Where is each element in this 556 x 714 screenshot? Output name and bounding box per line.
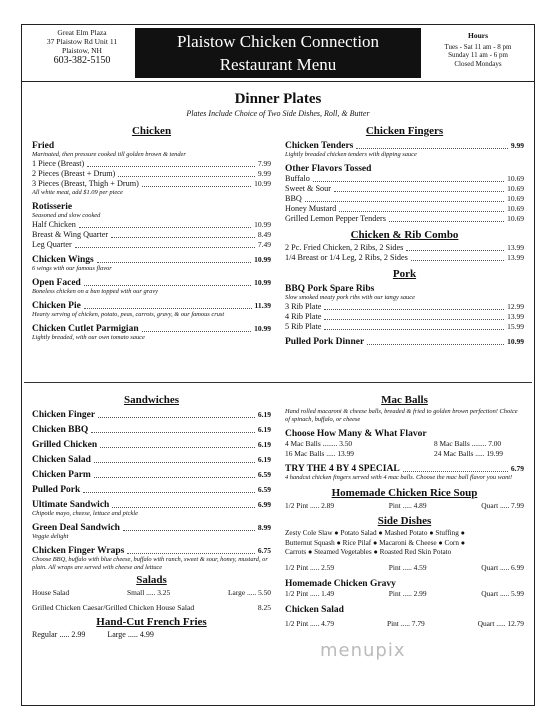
item-price: Quart ..... 5.99: [481, 588, 524, 598]
menu-item: [285, 449, 524, 459]
menu-item: [32, 240, 271, 250]
item-desc: Lightly breaded chicken tenders with dipping sauce: [285, 151, 417, 158]
title-line: Restaurant Menu: [219, 55, 337, 74]
sandwiches-section: [32, 393, 271, 640]
menu-item: [285, 184, 524, 194]
menu-item: [32, 455, 271, 465]
item-heading: Rotisserie: [32, 202, 73, 212]
item-name: 1/4 Breast or 1/4 Leg, 2 Ribs, 2 Sides: [285, 253, 408, 262]
item-name: Pulled Pork: [32, 485, 81, 495]
item-price: 24 Mac Balls ..... 19.99: [434, 449, 503, 458]
phone-number: 603-382-5150: [53, 55, 111, 66]
menu-item: [285, 174, 524, 184]
item-price: 6.75: [257, 546, 271, 555]
item-name: Sweet & Sour: [285, 184, 331, 193]
item-name: Chicken Pie: [32, 301, 81, 311]
item-price: 16 Mac Balls ..... 13.99: [285, 449, 354, 458]
item-name: BBQ: [285, 194, 302, 203]
item-name: Chicken Finger Wraps: [32, 546, 125, 556]
menu-item: [32, 440, 271, 450]
menu-item: [32, 603, 271, 613]
item-desc: Hearty serving of chicken, potato, peas, carrots, gravy, & our famous crust: [32, 311, 225, 318]
item-name: Grilled Chicken: [32, 440, 98, 450]
menu-item: [32, 500, 271, 510]
item-price: 10.99: [507, 337, 524, 346]
hours-line: Tues - Sat 11 am - 8 pm: [444, 42, 512, 51]
item-price: 8.25: [257, 603, 271, 612]
item-price: 8.49: [257, 230, 271, 239]
menu-item: [285, 337, 524, 347]
section-heading: Chicken: [131, 125, 172, 137]
item-name: 2 Pieces (Breast + Drum): [32, 169, 116, 178]
item-name: Leg Quarter: [32, 240, 72, 249]
menu-item: [32, 523, 271, 533]
item-price: 6.19: [257, 425, 271, 434]
item-name: 1 Piece (Breast): [32, 159, 85, 168]
section-heading: Mac Balls: [381, 394, 428, 406]
item-price: 8 Mac Balls ........ 7.00: [434, 439, 502, 448]
menu-item: [32, 179, 271, 189]
item-price: 1/2 Pint ..... 2.89: [285, 501, 335, 510]
section-heading: Sandwiches: [123, 394, 180, 406]
item-price: 13.99: [507, 253, 524, 262]
item-price: 9.99: [510, 141, 524, 150]
menu-item: [32, 278, 271, 288]
menu-item: [32, 159, 271, 169]
section-heading: Hand-Cut French Fries: [96, 616, 207, 628]
hours-block: [423, 32, 533, 68]
item-price: Quart ..... 12.79: [477, 618, 524, 628]
item-desc: Chipotle mayo, cheese, lettuce and pickle: [32, 510, 138, 517]
item-price: 13.99: [507, 312, 524, 321]
item-price: Quart ..... 6.99: [481, 562, 524, 572]
item-price: 6.19: [257, 455, 271, 464]
item-price: 6.59: [257, 485, 271, 494]
address-line: 37 Plaistow Rd Unit 11: [46, 37, 118, 46]
item-price: 15.99: [507, 322, 524, 331]
menu-item: [285, 204, 524, 214]
menu-item: [285, 464, 524, 474]
item-price: Large ..... 5.50: [228, 588, 271, 597]
side-line: Butternut Squash ● Rice Pilaf ● Macaroni & Cheese ● Corn ●: [285, 538, 466, 547]
item-name: Chicken Wings: [32, 255, 94, 265]
item-name: Chicken BBQ: [32, 425, 89, 435]
menu-item: [32, 410, 271, 420]
menu-item: [285, 439, 524, 449]
item-price: 1/2 Pint ..... 1.49: [285, 588, 335, 598]
item-price: Pint ..... 7.79: [386, 618, 425, 628]
menu-item: [285, 322, 524, 332]
item-name: Chicken Cutlet Parmigian: [32, 324, 139, 334]
item-desc: Boneless chicken on a bun topped with our gravy: [32, 288, 159, 295]
item-name: 4 Rib Plate: [285, 312, 322, 321]
item-price: 10.99: [254, 179, 271, 188]
menu-item: [285, 589, 524, 599]
menu-item: [32, 470, 271, 480]
item-desc: Choose BBQ, buffalo with blue cheese, buffalo with ranch, sweet & sour, honey, mustard, or plain. All wraps are served with cheese and lettuce: [32, 556, 268, 571]
menu-item: [285, 563, 524, 573]
section-title: Dinner Plates: [234, 91, 322, 107]
item-name: Chicken Finger: [32, 410, 96, 420]
menu-item: [285, 194, 524, 204]
item-name: Grilled Lemon Pepper Tenders: [285, 214, 386, 223]
item-price: 10.69: [507, 184, 524, 193]
side-line: Carrots ● Steamed Vegetables ● Roasted Red Skin Potato: [285, 548, 452, 556]
item-name: Half Chicken: [32, 220, 76, 229]
item-desc: Marinated, then pressure cooked till golden brown & tender: [32, 151, 186, 158]
menu-header: [21, 24, 535, 82]
item-price: 10.99: [254, 324, 271, 333]
item-price: 1/2 Pint ..... 4.79: [285, 618, 335, 628]
section-heading: Chicken & Rib Combo: [350, 229, 459, 241]
section-subtitle: Plates Include Choice of Two Side Dishes, Roll, & Butter: [186, 109, 370, 118]
item-desc: 4 handcut chicken fingers served with 4 mac balls. Choose the mac ball flavor you want!: [285, 474, 513, 481]
item-heading: Homemade Chicken Gravy: [285, 578, 396, 589]
item-price: 6.59: [257, 470, 271, 479]
item-price: 13.99: [507, 243, 524, 252]
item-price: 10.69: [507, 174, 524, 183]
item-heading: Other Flavors Tossed: [285, 164, 372, 174]
restaurant-address: [23, 28, 141, 65]
menu-item: [32, 220, 271, 230]
mac-balls-section: [285, 393, 524, 629]
item-price: 11.39: [254, 301, 271, 310]
item-desc: Veggie delight: [32, 533, 69, 540]
item-name: TRY THE 4 BY 4 SPECIAL: [285, 464, 400, 474]
item-name: Chicken Tenders: [285, 141, 354, 151]
section-heading: Homemade Chicken Rice Soup: [331, 487, 478, 499]
hours-line: Closed Mondays: [454, 59, 502, 68]
item-name: House Salad: [32, 588, 70, 597]
item-desc: 6 wings with our famous flavor: [32, 265, 112, 272]
item-price: 6.19: [257, 410, 271, 419]
item-name: 5 Rib Plate: [285, 322, 322, 331]
side-list: [285, 529, 524, 558]
item-price: 7.49: [257, 240, 271, 249]
section-heading: Chicken Fingers: [365, 125, 444, 137]
menu-item: [285, 302, 524, 312]
item-name: Grilled Chicken Caesar/Grilled Chicken House Salad: [32, 603, 195, 612]
menu-item: [32, 169, 271, 179]
item-heading: BBQ Pork Spare Ribs: [285, 284, 375, 294]
restaurant-title: [135, 28, 421, 78]
item-name: Pulled Pork Dinner: [285, 337, 365, 347]
divider: [24, 382, 532, 383]
side-line: Zesty Cole Slaw ● Potato Salad ● Mashed Potato ● Stuffing ●: [285, 529, 465, 537]
section-heading: Salads: [136, 574, 167, 586]
item-name: 2 Pc. Fried Chicken, 2 Ribs, 2 Sides: [285, 243, 404, 252]
section-heading: Side Dishes: [377, 515, 432, 527]
menu-item: [285, 243, 524, 253]
item-name: Chicken Salad: [32, 455, 91, 465]
item-name: Ultimate Sandwich: [32, 500, 110, 510]
item-price: Regular ..... 2.99: [32, 630, 86, 639]
item-note: All white meat, add $1.09 per piece: [32, 189, 123, 196]
item-name: Breast & Wing Quarter: [32, 230, 109, 239]
item-name: Chicken Parm: [32, 470, 91, 480]
item-name: Buffalo: [285, 174, 310, 183]
item-price: 6.79: [510, 464, 524, 473]
item-heading: Fried: [32, 141, 55, 151]
item-desc: Lightly breaded, with our own tomato sauce: [32, 334, 145, 341]
item-price: 6.19: [257, 440, 271, 449]
item-price: Pint ..... 4.59: [388, 562, 427, 572]
menu-item: [32, 588, 271, 598]
item-price: 8.99: [257, 523, 271, 532]
menu-item: [32, 301, 271, 311]
item-price: 6.99: [257, 500, 271, 509]
menu-item: [285, 312, 524, 322]
menu-item: [285, 214, 524, 224]
menu-item: [285, 253, 524, 263]
menu-item: [32, 230, 271, 240]
item-price: 9.99: [257, 169, 271, 178]
item-price: Small ..... 3.25: [127, 588, 171, 597]
item-price: 10.69: [507, 194, 524, 203]
menu-item: [32, 485, 271, 495]
item-price: 10.99: [254, 278, 271, 287]
item-name: Open Faced: [32, 278, 81, 288]
item-heading: Choose How Many & What Flavor: [285, 429, 427, 439]
hours-title: Hours: [467, 31, 488, 40]
item-name: 3 Rib Plate: [285, 302, 322, 311]
hours-line: Sunday 11 am - 6 pm: [448, 51, 508, 59]
item-desc: Slow smoked meaty pork ribs with our tangy sauce: [285, 294, 415, 301]
item-name: Honey Mustard: [285, 204, 337, 213]
menu-item: [32, 425, 271, 435]
menu-item: [32, 546, 271, 556]
item-price: Pint ..... 4.89: [388, 501, 427, 510]
section-heading: Pork: [392, 268, 417, 280]
item-price: 10.99: [254, 220, 271, 229]
menu-item: [32, 255, 271, 265]
item-price: Quart ..... 7.99: [481, 501, 524, 510]
item-name: Green Deal Sandwich: [32, 523, 120, 533]
item-price: 10.69: [507, 214, 524, 223]
item-price: 7.99: [257, 159, 271, 168]
item-name: 3 Pieces (Breast, Thigh + Drum): [32, 179, 139, 188]
item-price: Pint ..... 2.99: [388, 588, 427, 598]
item-price: 10.99: [254, 255, 271, 264]
dinner-plates-header: [21, 91, 535, 118]
address-line: Plaistow, NH: [62, 46, 102, 55]
menu-item: [32, 324, 271, 334]
item-price: 10.69: [507, 204, 524, 213]
item-price: Large ..... 4.99: [107, 630, 154, 639]
item-desc: Hand rolled macaroni & cheese balls, breaded & fried to golden brown perfection! Choice of spinach, buffalo, or cheese: [285, 408, 518, 423]
watermark: menupix: [320, 640, 406, 661]
item-price: 12.99: [507, 302, 524, 311]
menu-item: [32, 630, 271, 640]
menu-item: [285, 141, 524, 151]
menu-item: [285, 619, 524, 629]
menu-item: [285, 501, 524, 511]
item-desc: Seasoned and slow cooked: [32, 212, 101, 219]
address-line: Great Elm Plaza: [57, 28, 107, 37]
fingers-section: [285, 124, 524, 347]
item-price: 1/2 Pint ..... 2.59: [285, 562, 335, 572]
chicken-section: [32, 124, 271, 342]
item-price: 4 Mac Balls ........ 3.50: [285, 439, 353, 448]
item-heading: Chicken Salad: [285, 604, 344, 615]
title-line: Plaistow Chicken Connection: [176, 32, 380, 51]
